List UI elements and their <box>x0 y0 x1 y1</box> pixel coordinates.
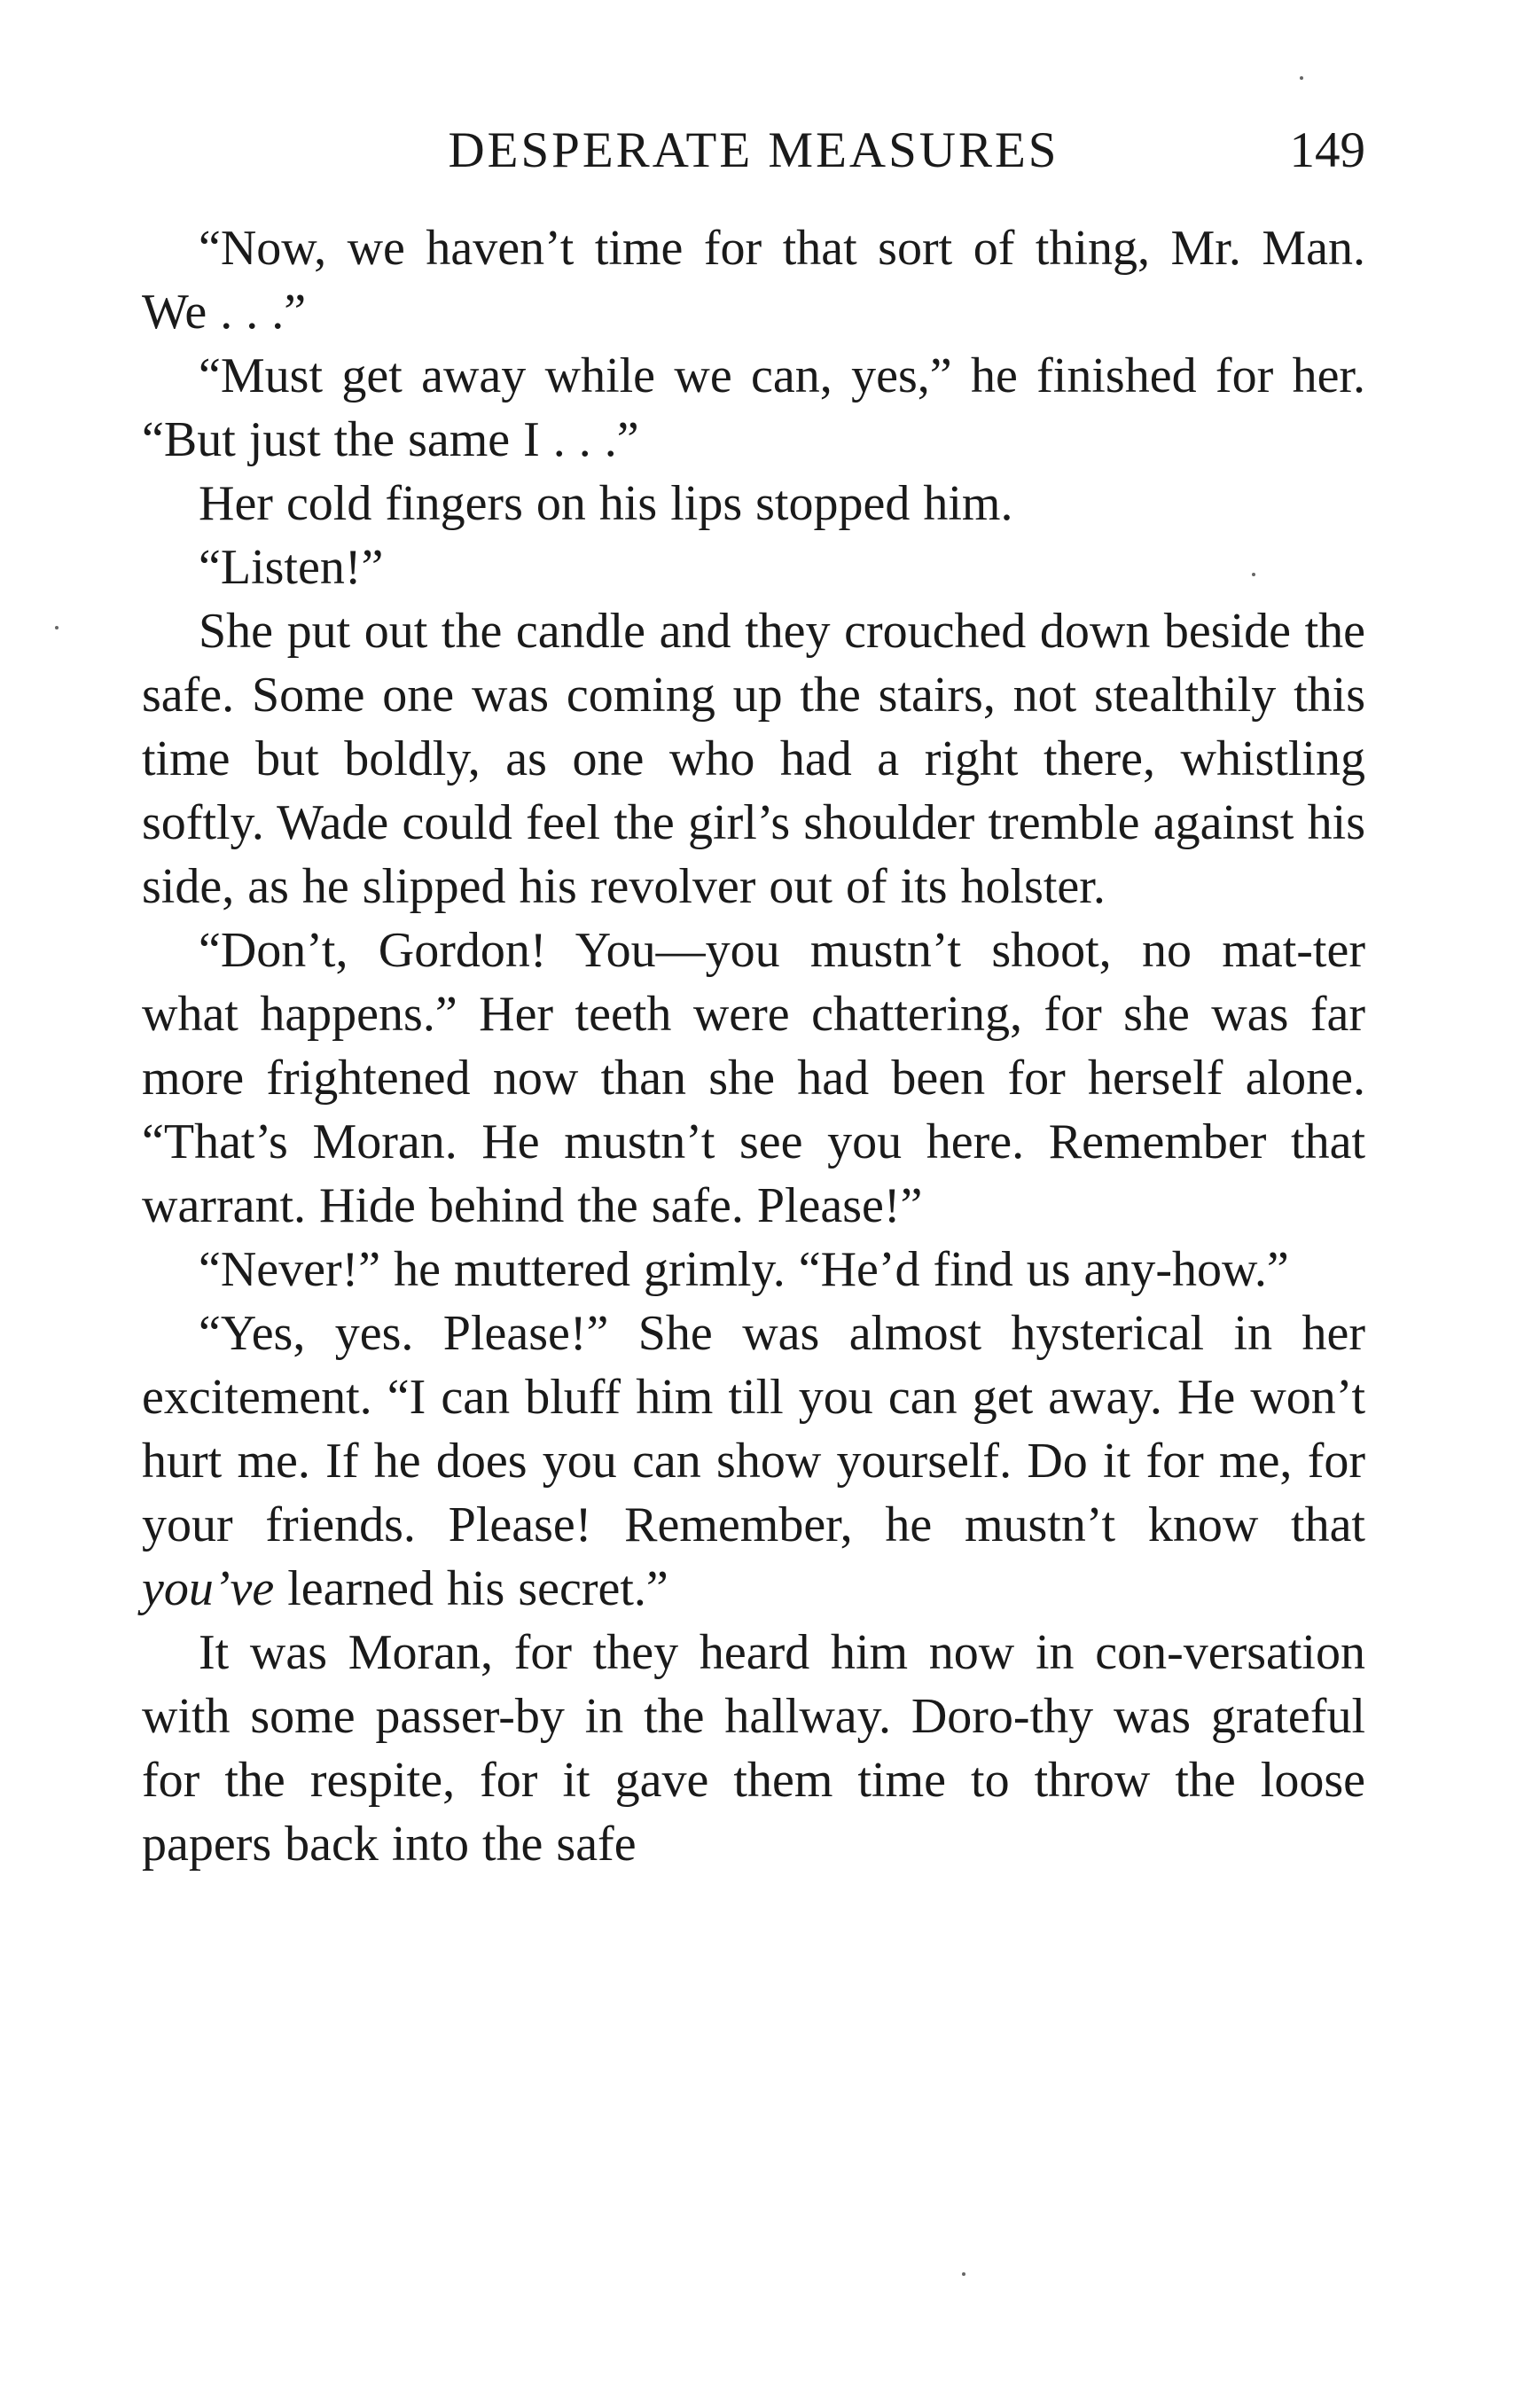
print-speck <box>962 2272 965 2276</box>
paragraph: “Must get away while we can, yes,” he finished for her. “But just the same I . . .” <box>142 348 1365 467</box>
paragraph: “Never!” he muttered grimly. “He’d find us any-how.” <box>199 1242 1289 1297</box>
paragraph <box>142 1302 1365 1621</box>
print-speck <box>1300 76 1303 80</box>
emphasized-word: you’ve <box>142 1561 275 1616</box>
paragraph: She put out the candle and they crouched down beside the safe. Some one was coming up the stairs, not stealthily this time but boldly, as one who had a right there, whistling softly. Wade could feel the girl’s shoulder tremble against his side, as he slipped his revolver out of its holster. <box>142 604 1365 914</box>
paragraph: Her cold fingers on his lips stopped him. <box>199 476 1013 531</box>
chapter-title: DESPERATE MEASURES <box>448 122 1059 178</box>
running-head <box>142 115 1365 186</box>
body-text <box>142 216 1365 1876</box>
paragraph: “Listen!” <box>199 540 384 595</box>
paragraph: It was Moran, for they heard him now in con-versation with some passer-by in the hallway. Doro-thy was grateful for the respite, for it gave them time to throw the loose papers back into the safe <box>142 1625 1365 1872</box>
print-speck <box>55 626 59 629</box>
paragraph-text: “Yes, yes. Please!” She was almost hysterical in her excitement. “I can bluff him till you can get away. He won’t hurt me. If he does you can show yourself. Do it for me, for your friends. Please! Remember, he mustn’t know that <box>142 1306 1365 1552</box>
paragraph-text: learned his secret.” <box>274 1561 668 1616</box>
paragraph: “Don’t, Gordon! You—you mustn’t shoot, no mat-ter what happens.” Her teeth were chattering, for she was far more frightened now than she had been for herself alone. “That’s Moran. He mustn’t see you here. Remember that warrant. Hide behind the safe. Please!” <box>142 923 1365 1233</box>
print-speck <box>1252 573 1255 576</box>
page-number: 149 <box>1289 122 1365 178</box>
paragraph: “Now, we haven’t time for that sort of thing, Mr. Man. We . . .” <box>142 221 1365 340</box>
